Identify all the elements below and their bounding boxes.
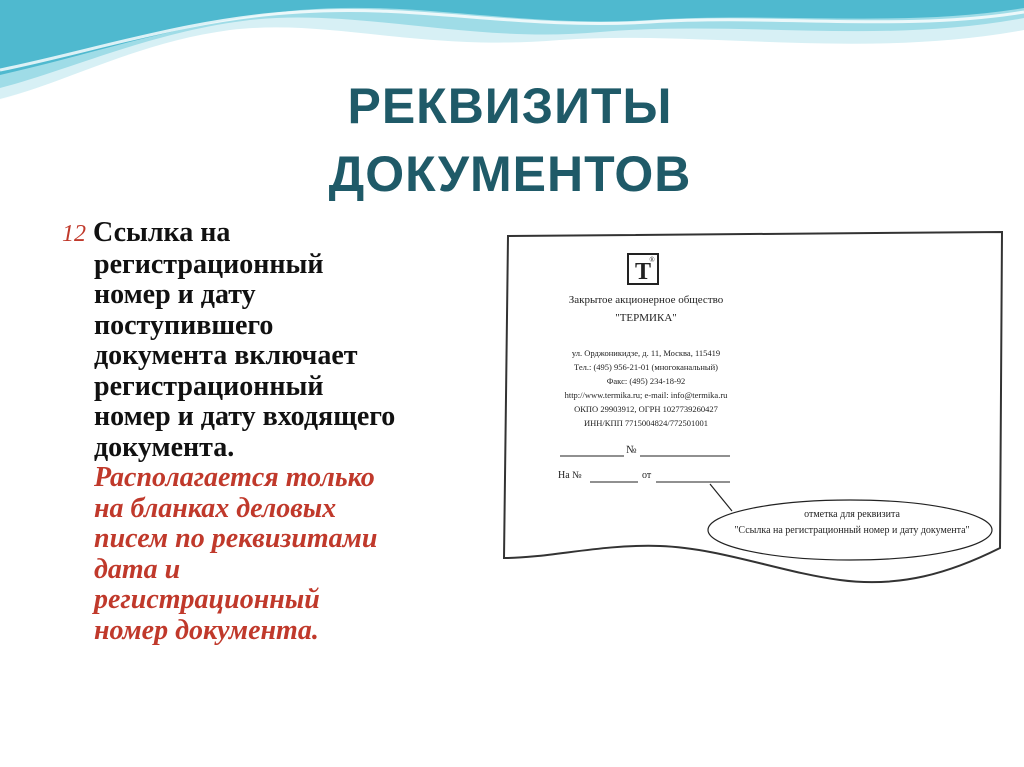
note-line: Располагается только [94,462,375,493]
requisite-description [62,218,502,646]
company-name: "ТЕРМИКА" [615,312,677,324]
item-number: 12 [62,221,86,247]
company-logo [628,254,658,285]
slide-title-line-1: РЕКВИЗИТЫ [347,78,673,134]
slide-title [200,72,820,208]
note-line: регистрационный [94,584,320,615]
letterhead-sample [500,228,1006,600]
note-line: писем по реквизитами [94,523,378,554]
company-okpo: ОКПО 29903912, ОГРН 1027739260427 [574,404,718,414]
description-line: номер и дату входящего [94,401,396,432]
description-line: регистрационный [94,248,324,280]
item-first-line: Ссылка на [93,217,231,248]
description-line: документа включает [94,340,358,371]
description-line: поступившего [94,309,274,341]
on-no-label: На № [558,470,582,481]
company-web: http://www.termika.ru; e-mail: info@termika.ru [564,390,728,400]
company-address: ул. Орджоникидзе, д. 11, Москва, 115419 [571,348,721,358]
slide-title-line-2: ДОКУМЕНТОВ [328,146,692,202]
from-label: от [642,470,652,481]
description-line: документа. [94,431,235,463]
no-sign: № [626,444,637,456]
note-line: дата и [94,553,181,585]
logo-letter: Т [634,259,652,285]
callout-line-1: отметка для реквизита [804,509,900,520]
description-first-line [62,218,502,250]
company-phone: Тел.: (495) 956-21-01 (многоканальный) [573,362,719,372]
company-inn: ИНН/КПП 7715004824/772501001 [584,418,708,428]
description-line: регистрационный [94,370,324,402]
note-line: на бланках деловых [94,492,337,524]
description-line: номер и дату [94,279,256,310]
callout-line-2: "Ссылка на регистрационный номер и дату документа" [734,525,970,536]
note-line: номер документа. [94,614,319,646]
company-fax: Факс: (495) 234-18-92 [606,376,686,386]
logo-mark: ® [649,256,655,264]
company-type: Закрытое акционерное общество [568,294,724,306]
